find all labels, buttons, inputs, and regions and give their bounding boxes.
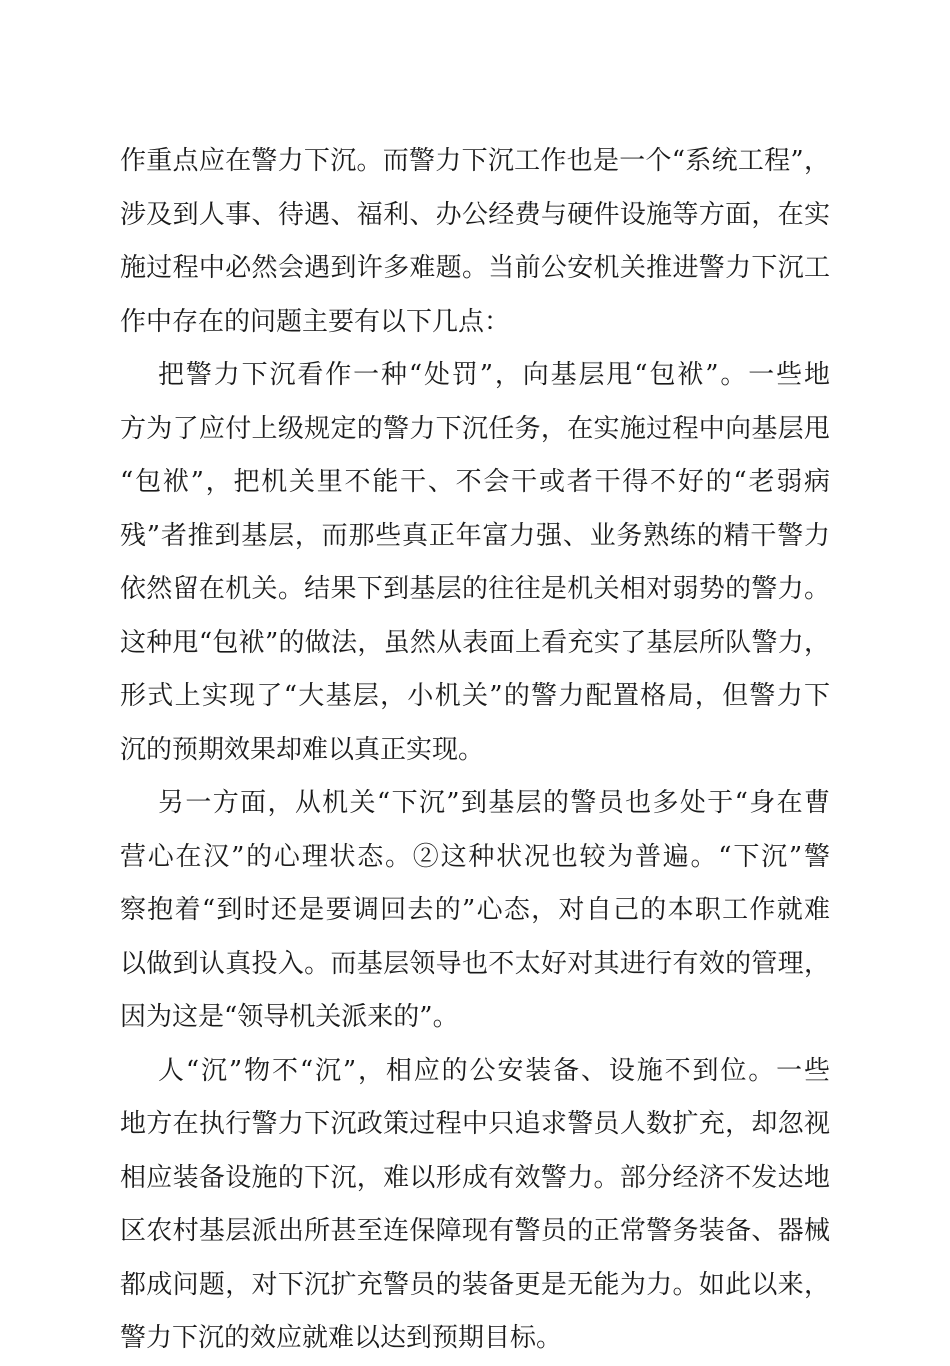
text-line: 警力下沉的效应就难以达到预期目标。	[120, 1323, 563, 1353]
text-line: 残”者推到基层，而那些真正年富力强、业务熟练的精干警力	[120, 520, 830, 551]
text-line: 沉的预期效果却难以真正实现。	[120, 734, 485, 765]
text-line: 相应装备设施的下沉，难以形成有效警力。部分经济不发达地	[120, 1162, 830, 1193]
text-line: 区农村基层派出所甚至连保障现有警员的正常警务装备、器械	[120, 1216, 830, 1246]
text-line: 形式上实现了“大基层，小机关”的警力配置格局，但警力下	[120, 681, 830, 711]
paragraph-mindset	[120, 777, 830, 1045]
text-line: 地方在执行警力下沉政策过程中只追求警员人数扩充，却忽视	[120, 1109, 830, 1139]
text-line: 方为了应付上级规定的警力下沉任务，在实施过程中向基层甩	[120, 413, 830, 444]
text-line: 把警力下沉看作一种“处罚”，向基层甩“包袱”。一些地	[158, 360, 830, 390]
text-line: 作重点应在警力下沉。而警力下沉工作也是一个“系统工程”，	[120, 146, 830, 176]
text-line: 都成问题，对下沉扩充警员的装备更是无能为力。如此以来，	[120, 1269, 830, 1300]
text-line: 人“沉”物不“沉”，相应的公安装备、设施不到位。一些	[158, 1055, 830, 1086]
text-line: “包袱”，把机关里不能干、不会干或者干得不好的“老弱病	[120, 467, 830, 497]
paragraph-continuation	[120, 135, 830, 349]
text-line: 察抱着“到时还是要调回去的”心态，对自己的本职工作就难	[120, 895, 830, 925]
text-line: 另一方面，从机关“下沉”到基层的警员也多处于“身在曹	[158, 788, 830, 818]
text-line: 施过程中必然会遇到许多难题。当前公安机关推进警力下沉工	[120, 253, 830, 283]
document-body	[120, 135, 830, 1366]
text-line: 因为这是“领导机关派来的”。	[120, 1002, 459, 1032]
paragraph-burden-shifting	[120, 349, 830, 777]
text-line: 以做到认真投入。而基层领导也不太好对其进行有效的管理，	[120, 948, 830, 979]
text-line: 营心在汉”的心理状态。②这种状况也较为普遍。“下沉”警	[120, 841, 830, 872]
text-line: 作中存在的问题主要有以下几点：	[120, 306, 511, 337]
text-line: 这种甩“包袱”的做法，虽然从表面上看充实了基层所队警力，	[120, 627, 830, 658]
paragraph-equipment	[120, 1045, 830, 1366]
text-line: 依然留在机关。结果下到基层的往往是机关相对弱势的警力。	[120, 574, 830, 604]
text-line: 涉及到人事、待遇、福利、办公经费与硬件设施等方面，在实	[120, 199, 830, 230]
